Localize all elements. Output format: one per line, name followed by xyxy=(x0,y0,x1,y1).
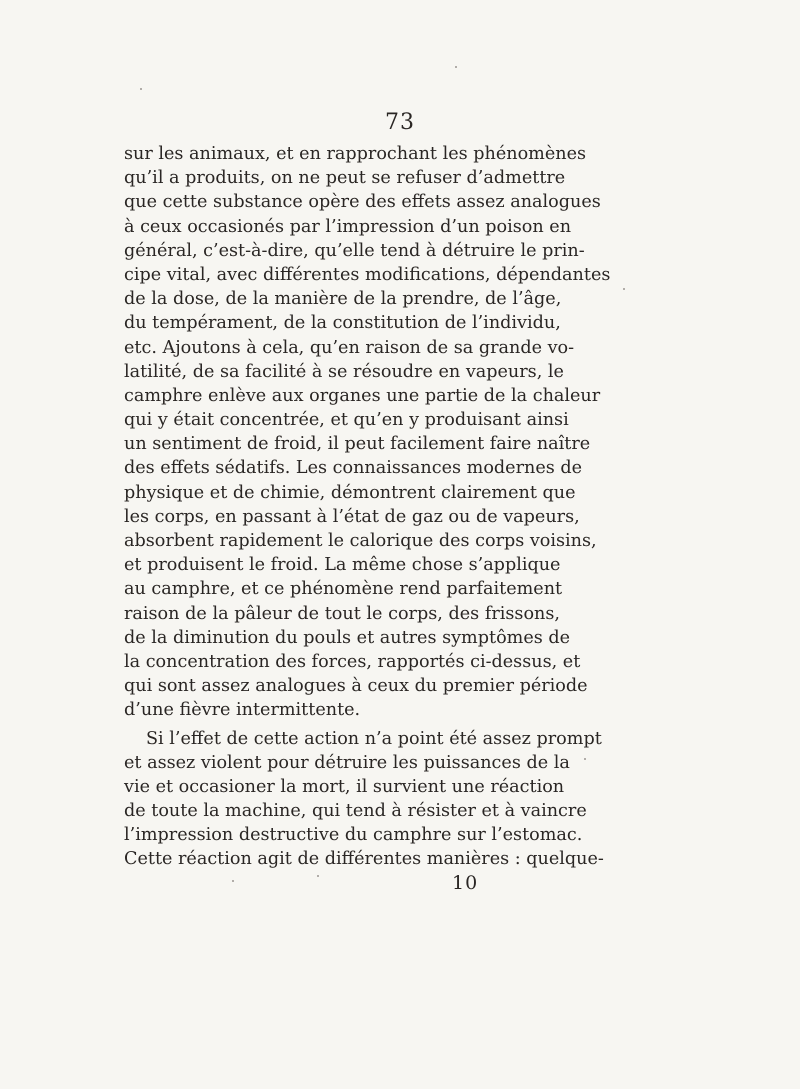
text-line: de la diminution du pouls et autres symptômes de xyxy=(124,627,571,648)
text-line: raison de la pâleur de tout le corps, des frissons, xyxy=(124,603,560,624)
text-line: qui y était concentrée, et qu’en y produisant ainsi xyxy=(124,410,569,431)
text-line: du tempérament, de la constitution de l’individu, xyxy=(124,313,561,334)
text-line: physique et de chimie, démontrent clairement que xyxy=(124,482,576,503)
text-line: et assez violent pour détruire les puissances de la xyxy=(124,752,570,773)
text-line: général, c’est-à-dire, qu’elle tend à détruire le prin- xyxy=(124,240,585,261)
text-line: un sentiment de froid, il peut facilement faire naître xyxy=(124,434,591,455)
text-line: vie et occasioner la mort, il survient une réaction xyxy=(124,776,565,797)
paper-speck xyxy=(623,288,625,290)
text-line: latilité, de sa facilité à se résoudre en vapeurs, le xyxy=(124,361,564,382)
text-line: des effets sédatifs. Les connaissances modernes de xyxy=(124,458,583,479)
text-line: sur les animaux, et en rapprochant les phénomènes xyxy=(124,144,587,164)
text-line: les corps, en passant à l’état de gaz ou de vapeurs, xyxy=(124,506,580,527)
text-line: Si l’effet de cette action n’a point été assez prompt xyxy=(146,728,602,749)
paper-speck xyxy=(455,66,457,68)
text-line: qui sont assez analogues à ceux du premier période xyxy=(124,676,588,697)
text-line: absorbent rapidement le calorique des corps voisins, xyxy=(124,531,597,551)
body-text xyxy=(124,142,611,872)
paper-speck xyxy=(317,875,319,877)
paper-speck xyxy=(584,758,586,760)
text-line: de toute la machine, qui tend à résister et à vaincre xyxy=(124,801,587,822)
text-line: que cette substance opère des effets assez analogues xyxy=(124,192,601,213)
paragraph-1 xyxy=(124,142,611,723)
text-line: l’impression destructive du camphre sur l’estomac. xyxy=(124,825,583,846)
text-line: de la dose, de la manière de la prendre, de l’âge, xyxy=(124,289,562,310)
text-line: d’une fièvre intermittente. xyxy=(124,700,361,721)
text-line: la concentration des forces, rapportés ci-dessus, et xyxy=(124,651,581,672)
text-line: à ceux occasionés par l’impression d’un poison en xyxy=(124,216,572,237)
signature-mark: 10 xyxy=(452,872,479,894)
text-line: camphre enlève aux organes une partie de la chaleur xyxy=(124,385,601,406)
text-line: Cette réaction agit de différentes manières : quelque- xyxy=(124,849,604,870)
page-number: 73 xyxy=(385,110,415,135)
paper-speck xyxy=(232,880,234,882)
paragraph-2 xyxy=(124,727,604,872)
text-line: au camphre, et ce phénomène rend parfaitement xyxy=(124,579,563,600)
text-line: et produisent le froid. La même chose s’applique xyxy=(124,555,561,576)
text-line: cipe vital, avec différentes modifications, dépendantes xyxy=(124,264,611,285)
paper-speck xyxy=(140,88,142,90)
text-line: etc. Ajoutons à cela, qu’en raison de sa grande vo- xyxy=(124,337,575,358)
text-line: qu’il a produits, on ne peut se refuser d’admettre xyxy=(124,168,566,189)
